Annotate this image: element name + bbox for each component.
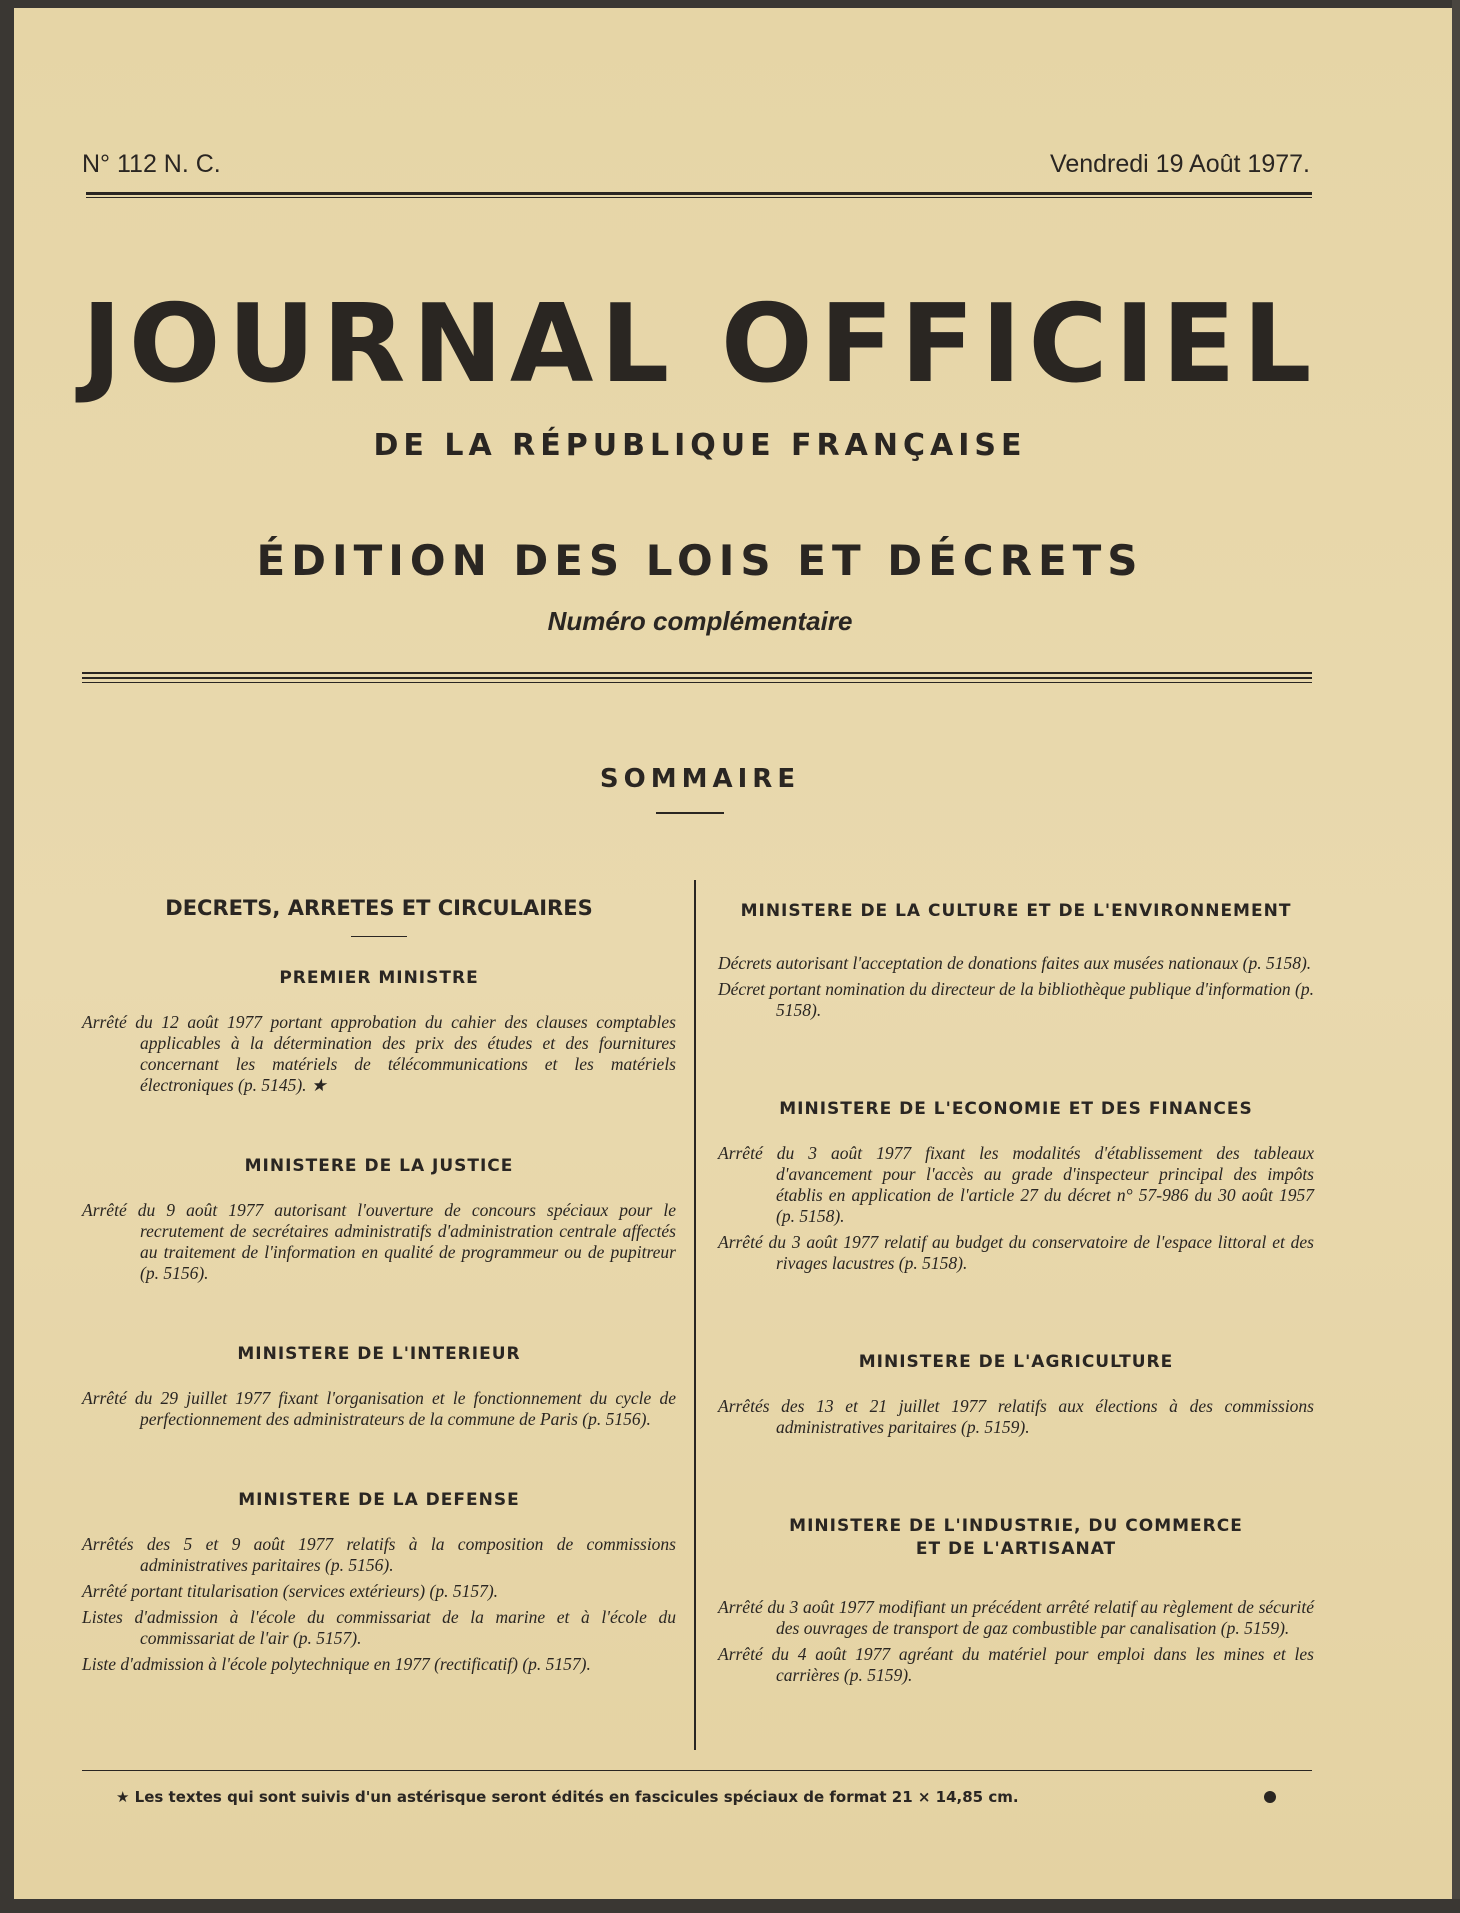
header-rule-thin [86, 197, 1312, 198]
entry: Arrêtés des 5 et 9 août 1977 relatifs à la composition de commissions administratives paritaires (p. 5156). [82, 1533, 676, 1575]
entry: Décrets autorisant l'acceptation de donations faites aux musées nationaux (p. 5158). [718, 952, 1312, 973]
journal-title: JOURNAL OFFICIEL [81, 282, 1319, 407]
section-heading: MINISTERE DE L'INTERIEUR [237, 1343, 521, 1364]
left-column [82, 880, 676, 1680]
right-column [718, 880, 1314, 1691]
journal-subtitle: DE LA RÉPUBLIQUE FRANÇAISE [373, 428, 1027, 463]
numero-complementaire: Numéro complémentaire [547, 606, 853, 636]
scan-border-top [0, 0, 1460, 8]
entry: Liste d'admission à l'école polytechnique en 1977 (rectificatif) (p. 5157). [82, 1653, 591, 1674]
main-section-heading: DECRETS, ARRETES ET CIRCULAIRES [165, 896, 593, 920]
column-divider [694, 880, 696, 1750]
entry: Arrêté du 29 juillet 1977 fixant l'organisation et le fonctionnement du cycle de perfectionnement des administrateurs de la commune de Paris (p. 5156). [82, 1387, 676, 1429]
scan-border-right [1452, 0, 1460, 1913]
issue-date: Vendredi 19 Août 1977. [1050, 150, 1310, 178]
footer-rule [82, 1770, 1312, 1771]
section-heading: PREMIER MINISTRE [279, 968, 479, 988]
header-rule [86, 192, 1312, 195]
sommaire-rule [656, 812, 724, 814]
entry: Arrêtés des 13 et 21 juillet 1977 relatifs aux élections à des commissions administratives paritaires (p. 5159). [718, 1395, 1314, 1437]
section-heading: MINISTERE DE L'AGRICULTURE [858, 1351, 1174, 1372]
bullet-dot [1264, 1791, 1276, 1803]
section-heading: MINISTERE DE LA DEFENSE [238, 1489, 520, 1510]
sommaire-title: SOMMAIRE [599, 764, 801, 794]
section-heading [718, 1515, 1314, 1561]
section-heading: MINISTERE DE LA CULTURE ET DE L'ENVIRONNEMENT [740, 901, 1292, 921]
entry: Arrêté portant titularisation (services extérieurs) (p. 5157). [82, 1580, 499, 1601]
masthead-rule [82, 682, 1312, 683]
footnote: ★ Les textes qui sont suivis d'un astérisque seront édités en fascicules spéciaux de format 21 × 14,85 cm. [116, 1788, 1019, 1806]
section-heading: MINISTERE DE LA JUSTICE [244, 1155, 514, 1176]
entry: Arrêté du 12 août 1977 portant approbation du cahier des clauses comptables applicables à la détermination des prix des études et des fournitures concernant les matériels de télécommunications et les matériels électroniques (p. 5145). ★ [82, 1011, 676, 1095]
entry: Arrêté du 4 août 1977 agréant du matériel pour emploi dans les mines et les carrières (p. 5159). [718, 1643, 1314, 1685]
section-heading: MINISTERE DE L'ECONOMIE ET DES FINANCES [779, 1098, 1253, 1119]
masthead-rule [82, 672, 1312, 674]
scan-border-bottom [0, 1899, 1460, 1913]
edition-title: ÉDITION DES LOIS ET DÉCRETS [256, 536, 1144, 585]
section-heading-line: ET DE L'ARTISANAT [915, 1538, 1117, 1559]
masthead-rule [82, 677, 1312, 679]
entry: Arrêté du 9 août 1977 autorisant l'ouverture de concours spéciaux pour le recrutement de secrétaires administratifs d'administration centrale affectés au traitement de l'information en qualité de programmeur ou de pupitreur (p. 5156). [82, 1199, 676, 1283]
entry: Arrêté du 3 août 1977 fixant les modalités d'établissement des tableaux d'avancement pour l'accès au grade d'inspecteur principal des impôts établis en application de l'article 27 du décret n° 57-986 du 30 août 1957 (p. 5158). [718, 1142, 1314, 1226]
entry: Listes d'admission à l'école du commissariat de la marine et à l'école du commissariat de l'air (p. 5157). [82, 1606, 676, 1648]
entry: Arrêté du 3 août 1977 modifiant un précédent arrêté relatif au règlement de sécurité des ouvrages de transport de gaz combustible par canalisation (p. 5159). [718, 1596, 1314, 1638]
entry: Décret portant nomination du directeur de la bibliothèque publique d'information (p. 5158). [718, 978, 1314, 1020]
entry: Arrêté du 3 août 1977 relatif au budget du conservatoire de l'espace littoral et des rivages lacustres (p. 5158). [718, 1231, 1314, 1273]
heading-rule [351, 936, 407, 937]
section-heading-line: MINISTERE DE L'INDUSTRIE, DU COMMERCE [789, 1515, 1243, 1536]
issue-number: N° 112 N. C. [82, 150, 221, 178]
